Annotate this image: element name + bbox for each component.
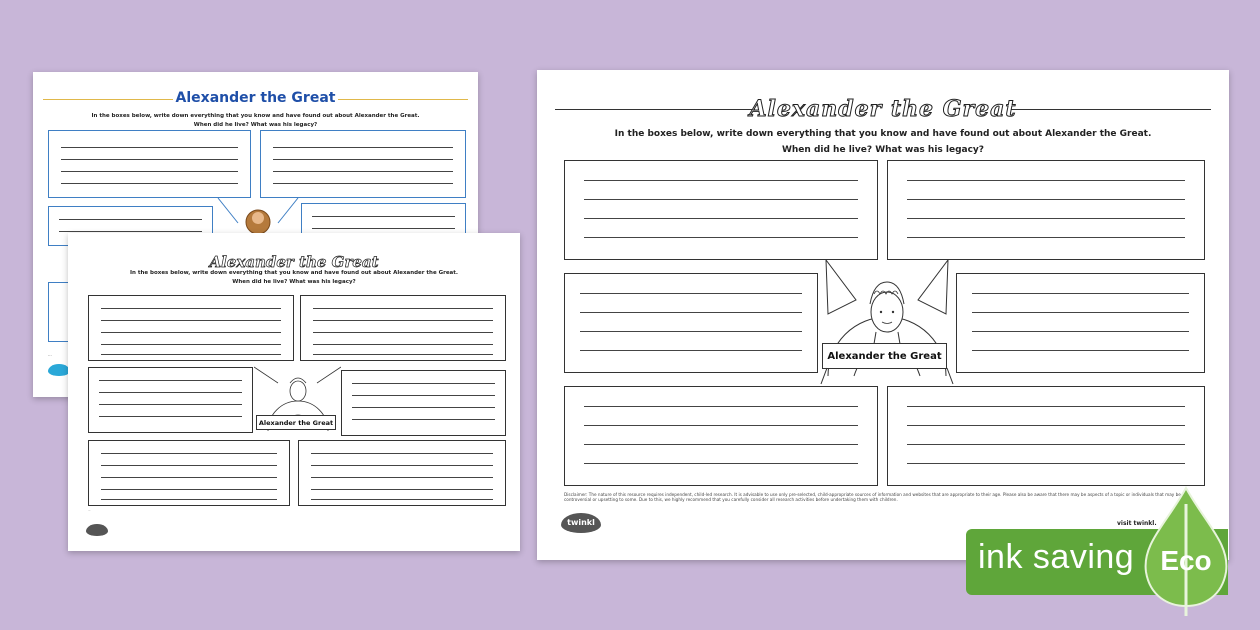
ruled-line [273,147,453,148]
writing-box-middle-left[interactable] [564,273,818,373]
writing-box[interactable] [88,367,253,433]
ruled-line [907,406,1185,407]
ruled-line [99,416,242,417]
writing-box[interactable] [300,295,506,361]
instruction-line-2: When did he live? What was his legacy? [781,145,985,155]
ruled-line [313,354,493,355]
ruled-line [101,308,281,309]
ruled-line [273,159,453,160]
twinkl-logo: twinkl [561,513,601,533]
instruction-line-1: In the boxes below, write down everything that you know and have found out about Alexander the Great. [91,113,420,119]
ruled-line [99,380,242,381]
worksheet-instructions [68,269,520,287]
writing-box[interactable] [341,370,506,436]
writing-box-top-left[interactable] [564,160,878,260]
worksheet-instructions [33,112,478,130]
ruled-line [584,463,859,464]
ruled-line [584,218,859,219]
ruled-line [584,180,859,181]
ruled-line [61,159,238,160]
ruled-line [313,332,493,333]
instruction-line-1: In the boxes below, write down everything that you know and have found out about Alexander the Great. [129,270,458,276]
worksheet-main [537,70,1229,560]
ruled-line [101,344,281,345]
ruled-line [580,350,802,351]
ruled-line [580,293,802,294]
eco-leaf-icon [1140,484,1232,620]
worksheet-preview-bw [68,233,520,551]
ruled-line [101,499,277,500]
ruled-line [59,219,202,220]
instruction-line-2: When did he live? What was his legacy? [232,279,356,285]
ruled-line [313,344,493,345]
ruled-line [907,463,1185,464]
ruled-line [311,499,492,500]
ruled-line [61,171,238,172]
ruled-line [101,320,281,321]
writing-box[interactable] [48,130,251,198]
ruled-line [352,419,495,420]
ruled-line [311,477,492,478]
ruled-line [907,218,1185,219]
ruled-line [101,354,281,355]
footer-link[interactable]: visit twinkl. [1117,520,1157,527]
ruled-line [584,199,859,200]
center-label: Alexander the Great [822,343,947,369]
ruled-line [99,404,242,405]
ruled-line [312,216,455,217]
disclaimer-preview: ... [48,352,52,357]
ruled-line [972,331,1189,332]
writing-box[interactable] [298,440,506,506]
ruled-line [311,453,492,454]
ruled-line [907,444,1185,445]
worksheet-title: Alexander the Great [209,253,379,271]
ruled-line [584,237,859,238]
writing-box-bottom-right[interactable] [887,386,1205,486]
ruled-line [907,199,1185,200]
instruction-line-2: When did he live? What was his legacy? [193,122,318,128]
worksheet-title: Alexander the Great [175,90,336,106]
eco-label: Eco [1160,545,1212,576]
ruled-line [580,331,802,332]
label-connectors [807,366,967,386]
center-label: Alexander the Great [256,415,336,430]
ruled-line [907,237,1185,238]
ruled-line [61,183,238,184]
twinkl-logo [86,524,108,536]
worksheet-instructions [537,126,1229,158]
ruled-line [311,489,492,490]
writing-box[interactable] [260,130,466,198]
worksheet-title: Alexander the Great [749,96,1017,122]
ruled-line [580,312,802,313]
ruled-line [312,228,455,229]
ruled-line [972,312,1189,313]
ruled-line [59,231,202,232]
ruled-line [313,308,493,309]
ruled-line [584,425,859,426]
ink-saving-label: ink saving [978,538,1135,576]
disclaimer: Disclaimer: The nature of this resource requires independent, child-led research. It is advisable to use only pre-selected, child-appropriate sources of information and websites that are appropriate to their age. Please also be aware that there may be aspects of a topic or individuals that may be controversial or upsetting to some. Due to this, we highly recommend that you carefully consider all research activities before undertaking them with children. [564,492,1181,503]
ruled-line [352,407,495,408]
twinkl-logo [48,364,70,376]
ruled-line [313,320,493,321]
ruled-line [101,489,277,490]
writing-box[interactable] [88,295,294,361]
ruled-line [101,477,277,478]
ruled-line [273,171,453,172]
instruction-line-1: In the boxes below, write down everything that you know and have found out about Alexander the Great. [614,129,1152,139]
ruled-line [584,444,859,445]
writing-box[interactable] [88,440,290,506]
ruled-line [352,383,495,384]
ruled-line [99,392,242,393]
ruled-line [907,425,1185,426]
ruled-line [61,147,238,148]
disclaimer-preview: ... [88,509,91,512]
ruled-line [101,453,277,454]
ruled-line [584,406,859,407]
ruled-line [101,332,281,333]
writing-box-top-right[interactable] [887,160,1205,260]
ruled-line [907,180,1185,181]
ruled-line [311,465,492,466]
ruled-line [352,395,495,396]
ruled-line [972,350,1189,351]
writing-box-bottom-left[interactable] [564,386,878,486]
ruled-line [101,465,277,466]
writing-box-middle-right[interactable] [956,273,1205,373]
ruled-line [972,293,1189,294]
ruled-line [273,183,453,184]
